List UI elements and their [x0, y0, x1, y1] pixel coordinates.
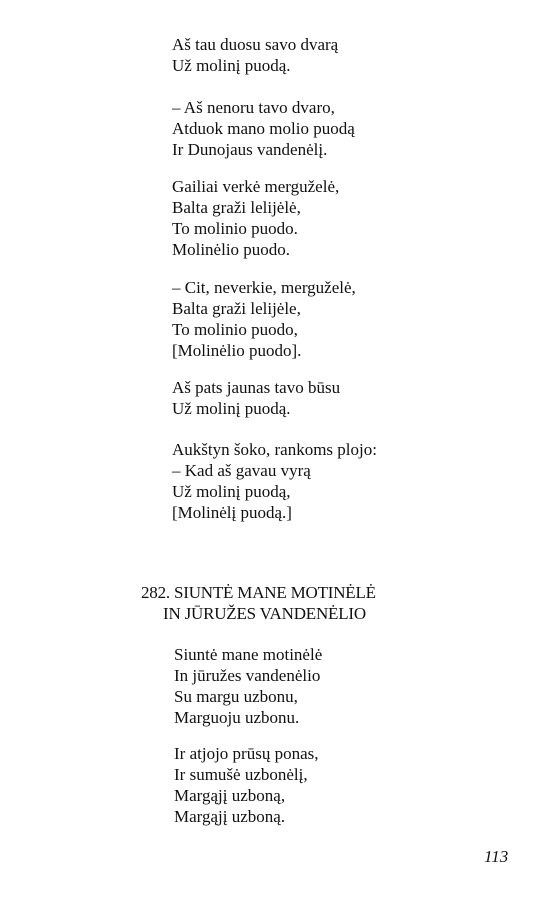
stanza-1	[172, 34, 338, 76]
verse-line: Ir atjojo prūsų ponas,	[174, 744, 319, 763]
stanza-7	[174, 644, 322, 728]
verse-line: Siuntė mane motinėlė	[174, 645, 323, 664]
verse-line: – Kad aš gavau vyrą	[172, 461, 311, 480]
verse-line: [Molinėlį puodą.]	[172, 503, 292, 522]
stanza-6	[172, 439, 377, 523]
stanza-4	[172, 277, 356, 361]
verse-line: In jūružes vandenėlio	[174, 666, 321, 685]
verse-line: Aš pats jaunas tavo būsu	[172, 378, 341, 397]
verse-line: Balta graži lelijėlė,	[172, 198, 301, 217]
verse-line: Marguoju uzbonu.	[174, 708, 300, 727]
verse-line: Už molinį puodą,	[172, 482, 291, 501]
verse-line: To molinio puodo.	[172, 219, 298, 238]
verse-line: Balta graži lelijėle,	[172, 299, 301, 318]
verse-line: Margąjį uzboną,	[174, 786, 286, 805]
verse-line: Su margu uzbonu,	[174, 687, 298, 706]
page-number: 113	[484, 847, 509, 866]
verse-line: Ir sumušė uzbonėlį,	[174, 765, 308, 784]
stanza-2	[172, 97, 355, 160]
verse-line: Margąjį uzboną.	[174, 807, 286, 826]
verse-line: Aukštyn šoko, rankoms plojo:	[172, 440, 377, 459]
verse-line: – Cit, neverkie, merguželė,	[172, 278, 356, 297]
verse-line: Molinėlio puodo.	[172, 240, 291, 259]
song-heading-line-1: 282. SIUNTĖ MANE MOTINĖLĖ	[141, 583, 376, 602]
stanza-8	[174, 743, 318, 827]
stanza-3	[172, 176, 339, 260]
song-heading-line-2: IN JŪRUŽES VANDENĖLIO	[163, 604, 366, 623]
verse-line: Už molinį puodą.	[172, 56, 291, 75]
verse-line: – Aš nenoru tavo dvaro,	[172, 98, 335, 117]
verse-line: Aš tau duosu savo dvarą	[172, 35, 339, 54]
verse-line: Gailiai verkė merguželė,	[172, 177, 340, 196]
verse-line: To molinio puodo,	[172, 320, 298, 339]
verse-line: [Molinėlio puodo].	[172, 341, 302, 360]
verse-line: Atduok mano molio puodą	[172, 119, 355, 138]
stanza-5	[172, 377, 340, 419]
verse-line: Už molinį puodą.	[172, 399, 291, 418]
verse-line: Ir Dunojaus vandenėlį.	[172, 140, 328, 159]
